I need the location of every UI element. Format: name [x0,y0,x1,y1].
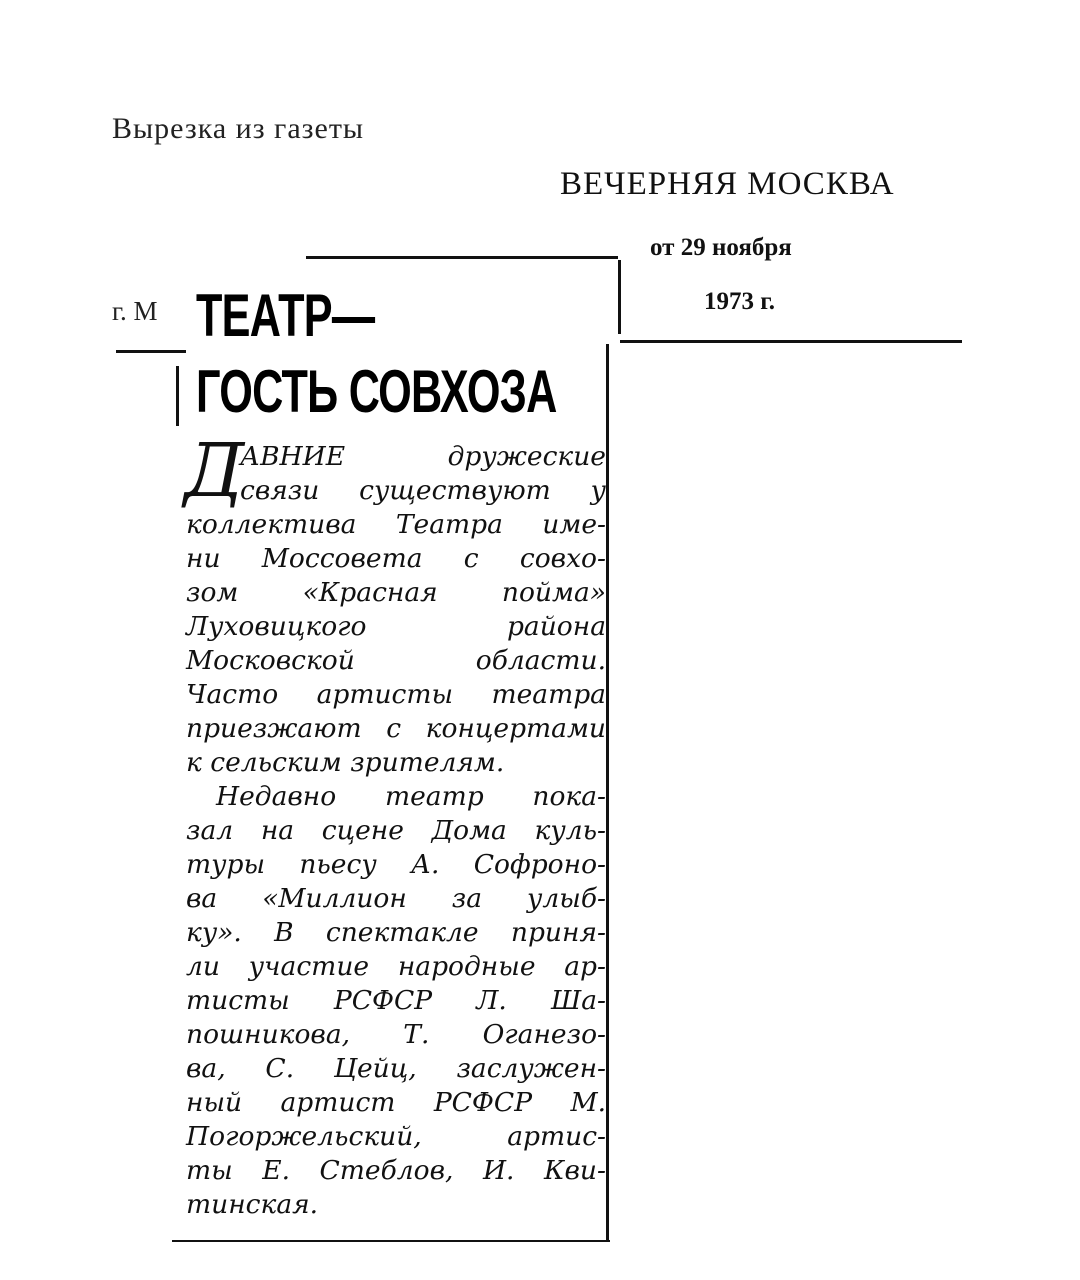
city-rule [116,350,186,353]
article-line [186,1120,606,1154]
article-word: Дома [431,815,507,846]
article-line [186,746,606,780]
article-line [186,848,606,882]
article-word: тисты [186,985,290,1016]
article-word: Софроно- [473,849,606,880]
article-word: Ша- [550,985,606,1016]
article-word: «Миллион [262,883,407,914]
article-word: улыб- [527,883,606,914]
top-rule [306,256,618,259]
article-word: Е. [262,1155,290,1186]
article-word: заслужен- [456,1053,606,1084]
article-word: пока- [532,781,606,812]
article-word: района [506,611,606,642]
article-word: Моссовета [261,543,423,574]
article-word: пойма» [501,577,606,608]
article-word: Погоржельский, [186,1121,422,1152]
article-line [186,1052,606,1086]
article-word: ни [186,543,221,574]
article-line [186,508,606,542]
article-word: пошникова, [186,1019,351,1050]
article-word: участие [248,951,370,982]
article-line [186,814,606,848]
article-word: С. [265,1053,295,1084]
article-line [186,1154,606,1188]
article-word: ты [186,1155,233,1186]
article-line [186,1188,606,1222]
article-word: театр [384,781,484,812]
article-word: связи [240,475,320,506]
article-word: у [590,475,606,506]
article-word: дружеские [447,441,606,472]
article-word: приня- [510,917,606,948]
article-line [186,950,606,984]
article-word: В [274,917,294,948]
left-border [176,366,179,426]
article-word: име- [542,509,606,540]
newspaper-name: ВЕЧЕРНЯЯ МОСКВА [560,166,895,202]
article-word: театра [491,679,606,710]
article-word: зал [186,815,234,846]
date-year: 1973 г. [704,288,776,315]
article-word: куль- [534,815,606,846]
article-word: ный [186,1087,243,1118]
article-word: Московской [186,645,355,676]
article-word: с [463,543,479,574]
date-line: от 29 ноября [650,234,792,261]
article-line [186,712,606,746]
article-word: концертами [425,713,606,744]
article-line [186,678,606,712]
article-line [186,644,606,678]
article-word: Луховицкого [186,611,367,642]
article-line [186,440,606,474]
article-word: артисты [316,679,454,710]
article-word: ар- [564,951,606,982]
article-word: М. [570,1087,606,1118]
article-word: за [451,883,483,914]
article-line [186,1018,606,1052]
article-word: Театра [395,509,503,540]
headline-line-2: ГОСТЬ СОВХОЗА [196,358,557,425]
article-word: к сельским зрителям. [186,747,505,778]
article-word: артис- [507,1121,606,1152]
article-word: РСФСР [433,1087,533,1118]
article-word: ку». [186,917,242,948]
article-word: артист [280,1087,396,1118]
bottom-rule [172,1240,610,1242]
article-body [186,440,606,1222]
article-word: Оганезо- [482,1019,606,1050]
article-word: коллектива [186,509,357,540]
article-word: ва [186,883,218,914]
article-line [186,610,606,644]
article-line [186,916,606,950]
article-word: РСФСР [333,985,433,1016]
article-word: на [260,815,295,846]
column-divider [606,344,609,1240]
article-word: Кви- [543,1155,606,1186]
article-line [186,1086,606,1120]
article-word: существуют [359,475,551,506]
right-rule [620,340,962,343]
article-word: Часто [186,679,279,710]
article-word: «Красная [302,577,438,608]
drop-cap: Д [184,428,245,514]
article-word: пьесу [299,849,377,880]
article-word: тинская. [186,1189,319,1220]
article-word: с [386,713,402,744]
article-word: Цейц, [333,1053,417,1084]
article-word: области. [475,645,606,676]
article-word: ва, [186,1053,226,1084]
article-word: Т. [403,1019,430,1050]
article-word: И. [482,1155,515,1186]
city-label: г. М [112,296,158,326]
clipping-label: Вырезка из газеты [112,112,365,145]
article-line [186,780,606,814]
article-line [186,882,606,916]
article-word: спектакле [325,917,479,948]
article-line [186,542,606,576]
column-divider-top [618,260,621,334]
article-word: Недавно [216,781,337,812]
headline-line-1: ТЕАТР— [196,282,375,349]
article-word: туры [186,849,266,880]
article-line [186,984,606,1018]
article-word: совхо- [519,543,606,574]
article-line [186,576,606,610]
article-word: народные [397,951,536,982]
article-word: Л. [476,985,507,1016]
article-word: приезжают [186,713,362,744]
article-word: ли [186,951,220,982]
article-word: АВНИЕ [240,441,346,472]
article-word: Стеблов, [319,1155,454,1186]
article-word: А. [410,849,440,880]
article-line [186,474,606,508]
article-word: зом [186,577,239,608]
article-word: сцене [321,815,404,846]
